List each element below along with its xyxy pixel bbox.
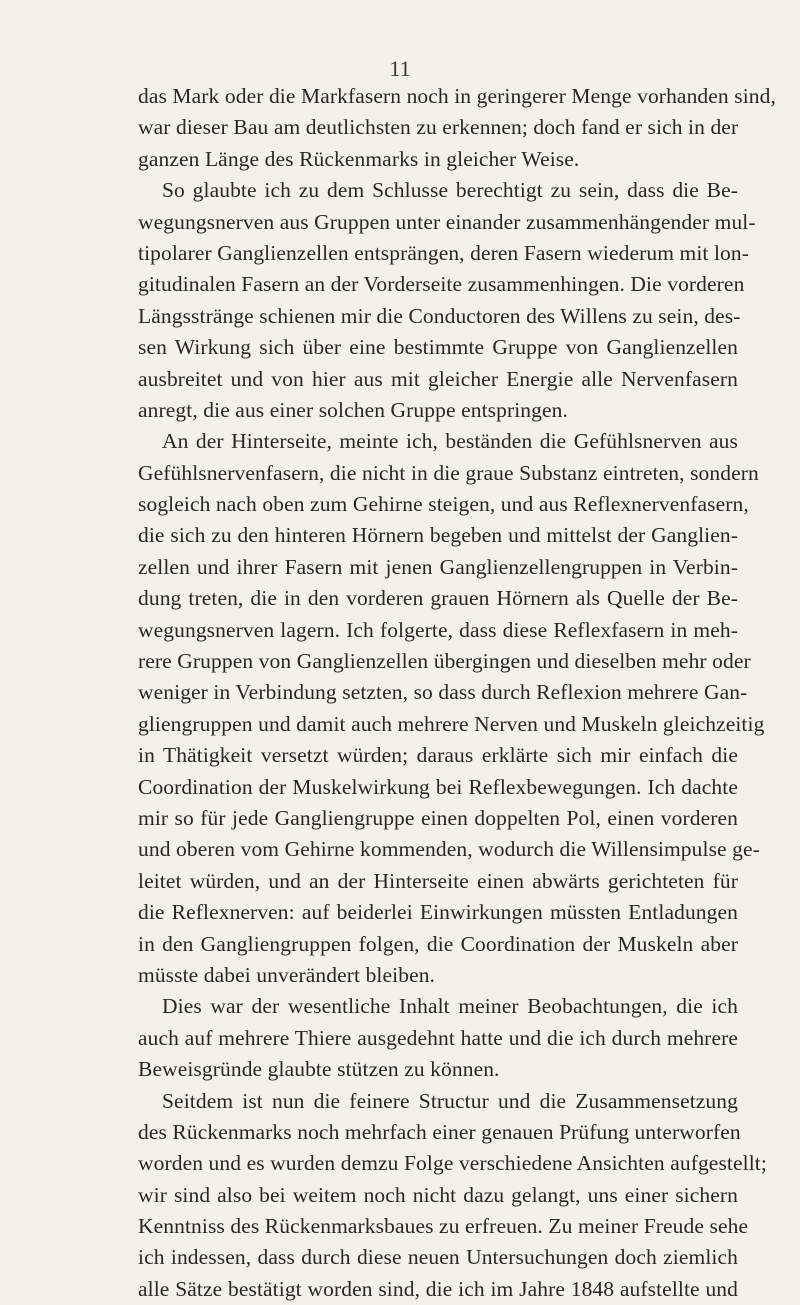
text-line: auch auf mehrere Thiere ausgedehnt hatte und die ich durch mehrere bbox=[138, 1025, 738, 1050]
text-line: Kenntniss des Rückenmarksbaues zu erfreuen. Zu meiner Freude sehe bbox=[138, 1214, 749, 1239]
body-text bbox=[138, 81, 776, 1305]
text-line: sogleich nach oben zum Gehirne steigen, und aus Reflexnervenfasern, bbox=[138, 492, 749, 517]
text-line: gliengruppen und damit auch mehrere Nerven und Muskeln gleichzeitig bbox=[138, 711, 765, 736]
text-line: worden und es wurden demzu Folge verschiedene Ansichten aufgestellt; bbox=[138, 1151, 767, 1176]
text-line: weniger in Verbindung setzten, so dass durch Reflexion mehrere Gan- bbox=[138, 680, 748, 705]
text-line: müsste dabei unverändert bleiben. bbox=[138, 962, 436, 987]
text-line: Beweisgründe glaubte stützen zu können. bbox=[138, 1057, 500, 1082]
text-line: anregt, die aus einer solchen Gruppe entspringen. bbox=[138, 397, 568, 422]
text-line: das Mark oder die Markfasern noch in geringerer Menge vorhanden sind, bbox=[138, 84, 776, 108]
text-line: alle Sätze bestätigt worden sind, die ich im Jahre 1848 aufstellte und bbox=[138, 1276, 738, 1301]
text-line: An der Hinterseite, meinte ich, beständen die Gefühlsnerven aus bbox=[162, 429, 738, 454]
text-line: in den Gangliengruppen folgen, die Coordination der Muskeln aber bbox=[138, 931, 738, 956]
text-line: war dieser Bau am deutlichsten zu erkennen; doch fand er sich in der bbox=[138, 115, 739, 140]
text-line: leitet würden, und an der Hinterseite einen abwärts gerichteten für bbox=[138, 868, 738, 893]
text-line: des Rückenmarks noch mehrfach einer genauen Prüfung unterworfen bbox=[138, 1119, 741, 1144]
text-line: wir sind also bei weitem noch nicht dazu gelangt, uns einer sichern bbox=[138, 1182, 738, 1207]
text-line: Gefühlsnervenfasern, die nicht in die graue Substanz eintreten, sondern bbox=[138, 460, 759, 485]
page-number: 11 bbox=[389, 56, 411, 81]
text-line: die sich zu den hinteren Hörnern begeben und mittelst der Ganglien- bbox=[138, 523, 738, 548]
text-line: die Reflexnerven: auf beiderlei Einwirkungen müssten Entladungen bbox=[138, 900, 738, 925]
text-line: zellen und ihrer Fasern mit jenen Ganglienzellengruppen in Verbin- bbox=[138, 554, 738, 579]
text-line: wegungsnerven lagern. Ich folgerte, dass diese Reflexfasern in meh- bbox=[138, 617, 738, 642]
text-line: Coordination der Muskelwirkung bei Reflexbewegungen. Ich dachte bbox=[138, 774, 738, 799]
text-line: mir so für jede Gangliengruppe einen doppelten Pol, einen vorderen bbox=[138, 805, 738, 830]
text-line: dung treten, die in den vorderen grauen Hörnern als Quelle der Be- bbox=[138, 586, 738, 611]
text-line: Dies war der wesentliche Inhalt meiner Beobachtungen, die ich bbox=[162, 994, 738, 1019]
text-line: ausbreitet und von hier aus mit gleicher Energie alle Nervenfasern bbox=[138, 366, 738, 391]
text-line: Seitdem ist nun die feinere Structur und die Zusammensetzung bbox=[162, 1088, 738, 1113]
text-line: tipolarer Ganglienzellen entsprängen, deren Fasern wiederum mit lon- bbox=[138, 240, 749, 265]
text-line: So glaubte ich zu dem Schlusse berechtigt zu sein, dass die Be- bbox=[162, 178, 738, 203]
text-line: ich indessen, dass durch diese neuen Untersuchungen doch ziemlich bbox=[138, 1245, 738, 1270]
text-line: ganzen Länge des Rückenmarks in gleicher Weise. bbox=[138, 146, 580, 171]
text-line: rere Gruppen von Ganglienzellen übergingen und dieselben mehr oder bbox=[138, 649, 751, 674]
text-line: Längsstränge schienen mir die Conductoren des Willens zu sein, des- bbox=[138, 303, 741, 328]
text-line: und oberen vom Gehirne kommenden, wodurch die Willensimpulse ge- bbox=[138, 837, 760, 862]
text-line: gitudinalen Fasern an der Vorderseite zusammenhingen. Die vorderen bbox=[138, 272, 745, 297]
text-line: wegungsnerven aus Gruppen unter einander zusammenhängender mul- bbox=[138, 209, 756, 234]
text-line: in Thätigkeit versetzt würden; daraus erklärte sich mir einfach die bbox=[138, 743, 738, 768]
text-line: sen Wirkung sich über eine bestimmte Gruppe von Ganglienzellen bbox=[138, 335, 738, 360]
